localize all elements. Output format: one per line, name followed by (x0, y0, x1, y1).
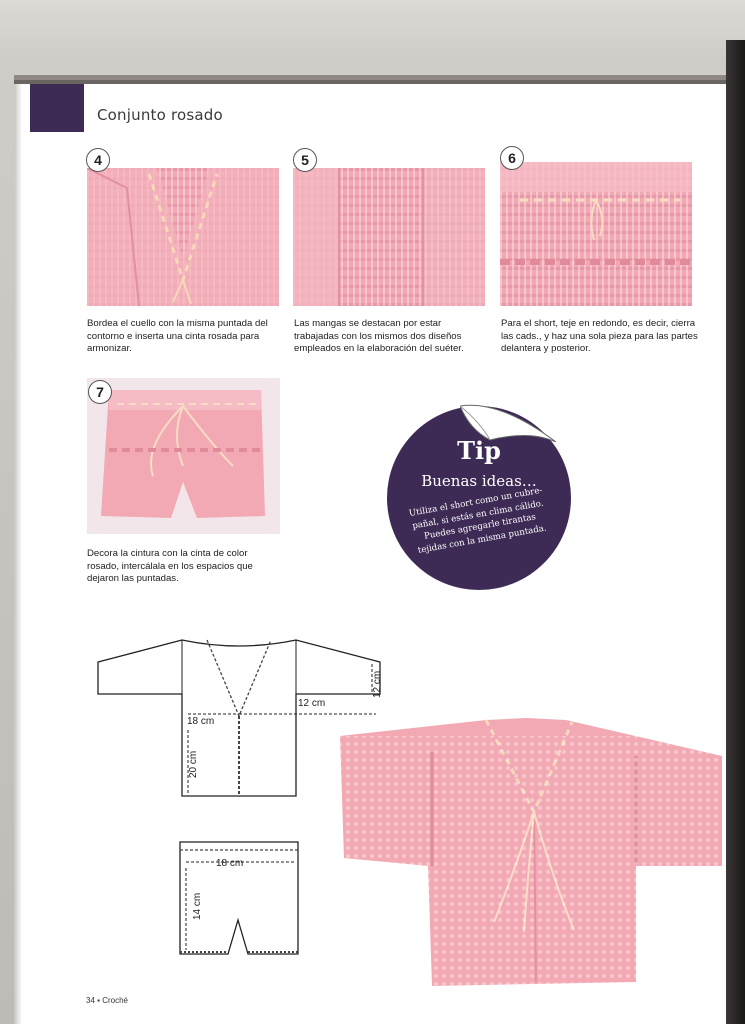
shorts-height-label: 14 cm (192, 892, 203, 920)
pink-jacket-photo-icon (336, 716, 726, 996)
step-7-number: 7 (88, 380, 112, 404)
page-number: 34 (86, 996, 95, 1005)
page-curl-icon (460, 400, 558, 442)
step-4-number: 4 (86, 148, 110, 172)
shorts-width-label: 18 cm (216, 858, 244, 869)
jacket-sleeve-height-label: 12 cm (372, 670, 383, 698)
jacket-half-width-label: 18 cm (187, 716, 215, 727)
tip-heading: Buenas ideas… (421, 472, 537, 490)
step-4-photo (87, 168, 279, 306)
jacket-sleeve-length-label: 12 cm (298, 698, 326, 709)
step-6-caption: Para el short, teje en redondo, es decir, cierra las cads., y haz una sola pieza para las partes delantera y posterior. (501, 318, 698, 355)
tip-label: Tip (457, 436, 501, 465)
page-edge (14, 84, 22, 1024)
sleeve-photo-icon (293, 168, 485, 306)
page-footer: 34 ▪ Croché (86, 996, 128, 1005)
magazine-name: Croché (102, 996, 128, 1005)
jacket-neckline-photo-icon (87, 168, 279, 306)
tip-body: Utiliza el short como un cubre-pañal, si estás en clima cálido. Puedes agregarle tirantas tejidas con la misma puntada. (408, 485, 548, 556)
step-7-photo (87, 378, 280, 534)
step-4-caption: Bordea el cuello con la misma puntada del contorno e inserta una cinta rosada para armonizar. (87, 318, 268, 355)
page-title: Conjunto rosado (97, 106, 223, 124)
step-5-number: 5 (293, 148, 317, 172)
shorts-photo-icon (87, 378, 280, 534)
jacket-body-height-label: 20 cm (188, 750, 199, 778)
short-waist-photo-icon (500, 162, 692, 306)
book-spine (726, 40, 745, 1024)
step-7-caption: Decora la cintura con la cinta de color rosado, intercálala en los espacios que dejaron las puntadas. (87, 548, 253, 585)
section-tab (30, 84, 84, 132)
step-6-number: 6 (500, 146, 524, 170)
finished-jacket-photo (336, 716, 726, 996)
step-5-photo (293, 168, 485, 306)
step-6-photo (500, 162, 692, 306)
step-5-caption: Las mangas se destacan por estar trabajadas con los mismos dos diseños empleados en la elaboración del suéter. (294, 318, 464, 355)
